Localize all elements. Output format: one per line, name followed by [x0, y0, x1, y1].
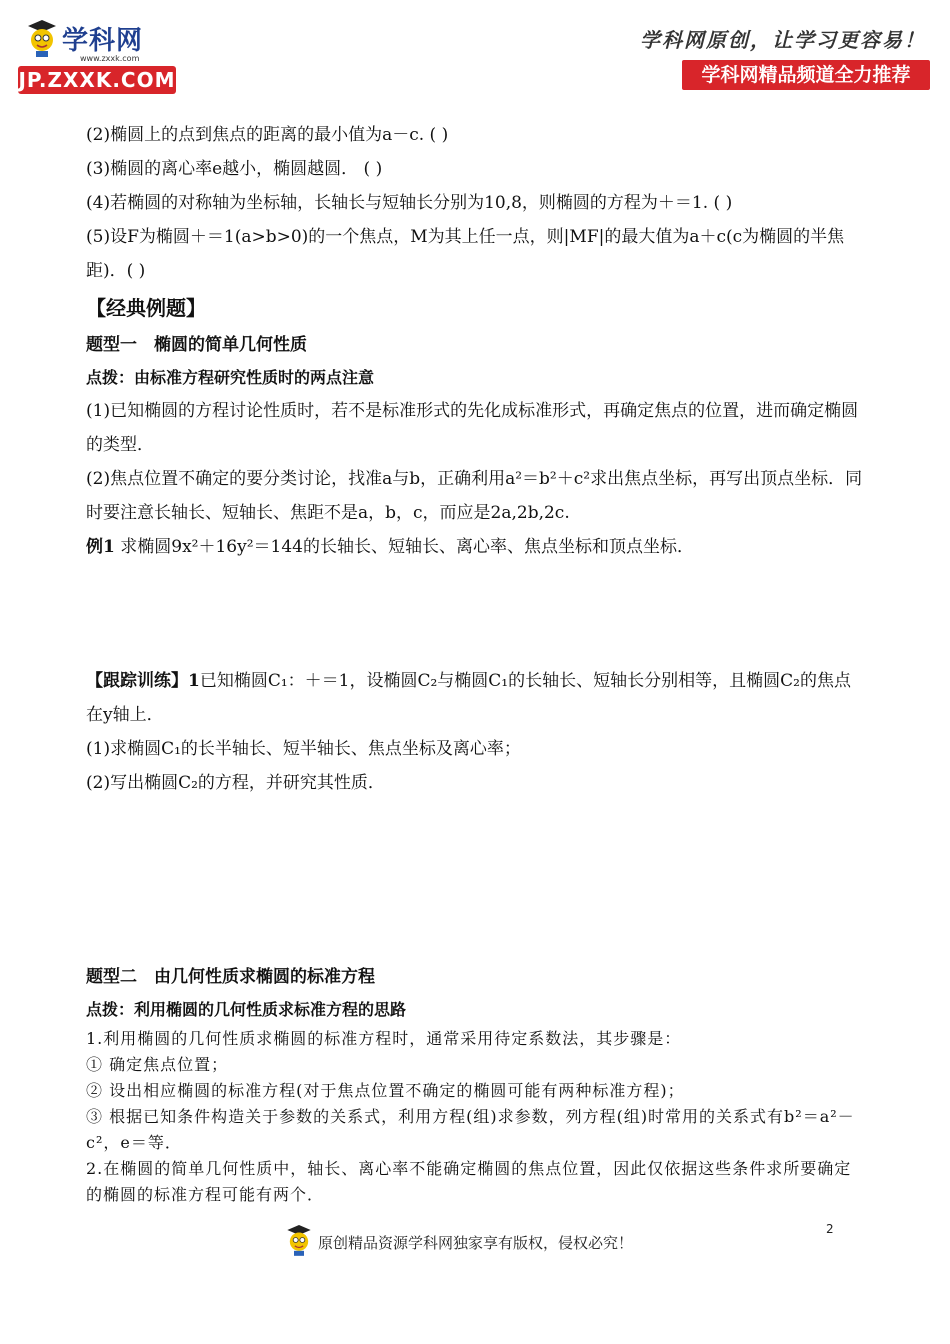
type1-point-2: (2)焦点位置不确定的要分类讨论，找准a与b，正确利用a²＝b²＋c²求出焦点坐标，再写出顶点坐标．同时要注意长轴长、短轴长、焦距不是a，b，c，而应是2a,2b,2c.: [86, 469, 863, 523]
type2-tip: 点拨：利用椭圆的几何性质求标准方程的思路: [86, 1000, 407, 1019]
mascot-icon: [284, 1222, 314, 1258]
practice-1-label: 【跟踪训练】1: [86, 671, 200, 691]
example-1: [86, 530, 866, 564]
practice-1-q1: (1)求椭圆C₁的长半轴长、短半轴长、焦点坐标及离心率；: [86, 739, 521, 759]
practice-1-q2: (2)写出椭圆C₂的方程，并研究其性质．: [86, 773, 385, 793]
example-1-text: 求椭圆9x²＋16y²＝144的长轴长、短轴长、离心率、焦点坐标和顶点坐标．: [120, 537, 694, 557]
example-1-label: 例1: [86, 537, 115, 557]
judge-item-5: (5)设F为椭圆＋＝1(a>b>0)的一个焦点，M为其上任一点，则|MF|的最大值为a＋c(c为椭圆的半焦距)．( ): [86, 227, 845, 281]
logo-text: 学科网: [62, 26, 144, 56]
type2-step-1: ① 确定焦点位置；: [86, 1055, 229, 1074]
page-number: 2: [826, 1222, 834, 1236]
document-body: [86, 118, 866, 1208]
judge-item-2: (2)椭圆上的点到焦点的距离的最小值为a－c. ( ): [86, 125, 449, 145]
site-logo[interactable]: [18, 14, 178, 98]
type1-tip: 点拨：由标准方程研究性质时的两点注意: [86, 368, 375, 387]
type1-point-1: (1)已知椭圆的方程讨论性质时，若不是标准形式的先化成标准形式，再确定焦点的位置，进而确定椭圆的类型．: [86, 401, 859, 455]
logo-domain-text: JP.ZXXK.COM: [18, 68, 176, 92]
type1-title: 题型一 椭圆的简单几何性质: [86, 335, 307, 355]
logo-domain-bar: [18, 66, 176, 94]
footer-copyright: 原创精品资源学科网独家享有版权，侵权必究！: [318, 1234, 634, 1252]
header-promo-badge[interactable]: [682, 60, 930, 90]
logo-url-small: www.zxxk.com: [80, 54, 140, 63]
judge-item-3: (3)椭圆的离心率e越小，椭圆越圆． ( ): [86, 159, 383, 179]
type2-step-2: ② 设出相应椭圆的标准方程(对于焦点位置不确定的椭圆可能有两种标准方程)；: [86, 1081, 685, 1100]
type2-title: 题型二 由几何性质求椭圆的标准方程: [86, 967, 375, 987]
mascot-icon: [24, 18, 60, 58]
judge-item-4: (4)若椭圆的对称轴为坐标轴，长轴长与短轴长分别为10,8，则椭圆的方程为＋＝1. ( ): [86, 193, 733, 213]
type2-point-2: 2.在椭圆的简单几何性质中，轴长、离心率不能确定椭圆的焦点位置，因此仅依据这些条件求所要确定的椭圆的标准方程可能有两个．: [86, 1159, 852, 1204]
section-title: 【经典例题】: [86, 296, 206, 320]
header-slogan: 学科网原创，让学习更容易！: [640, 28, 926, 52]
type2-point-1: 1.利用椭圆的几何性质求椭圆的标准方程时，通常采用待定系数法，其步骤是：: [86, 1029, 682, 1048]
answer-space-1: [86, 564, 866, 664]
header-promo-text: 学科网精品频道全力推荐: [701, 64, 911, 86]
practice-1: [86, 664, 866, 732]
practice-1-text: 已知椭圆C₁：＋＝1，设椭圆C₂与椭圆C₁的长轴长、短轴长分别相等，且椭圆C₂的焦点在y轴上．: [86, 671, 851, 725]
page-footer: [0, 1218, 950, 1268]
page-header: [0, 0, 950, 100]
answer-space-2: [86, 800, 866, 960]
type2-step-3: ③ 根据已知条件构造关于参数的关系式，利用方程(组)求参数，列方程(组)时常用的关系式有b²＝a²－c²，e＝等．: [86, 1107, 855, 1152]
